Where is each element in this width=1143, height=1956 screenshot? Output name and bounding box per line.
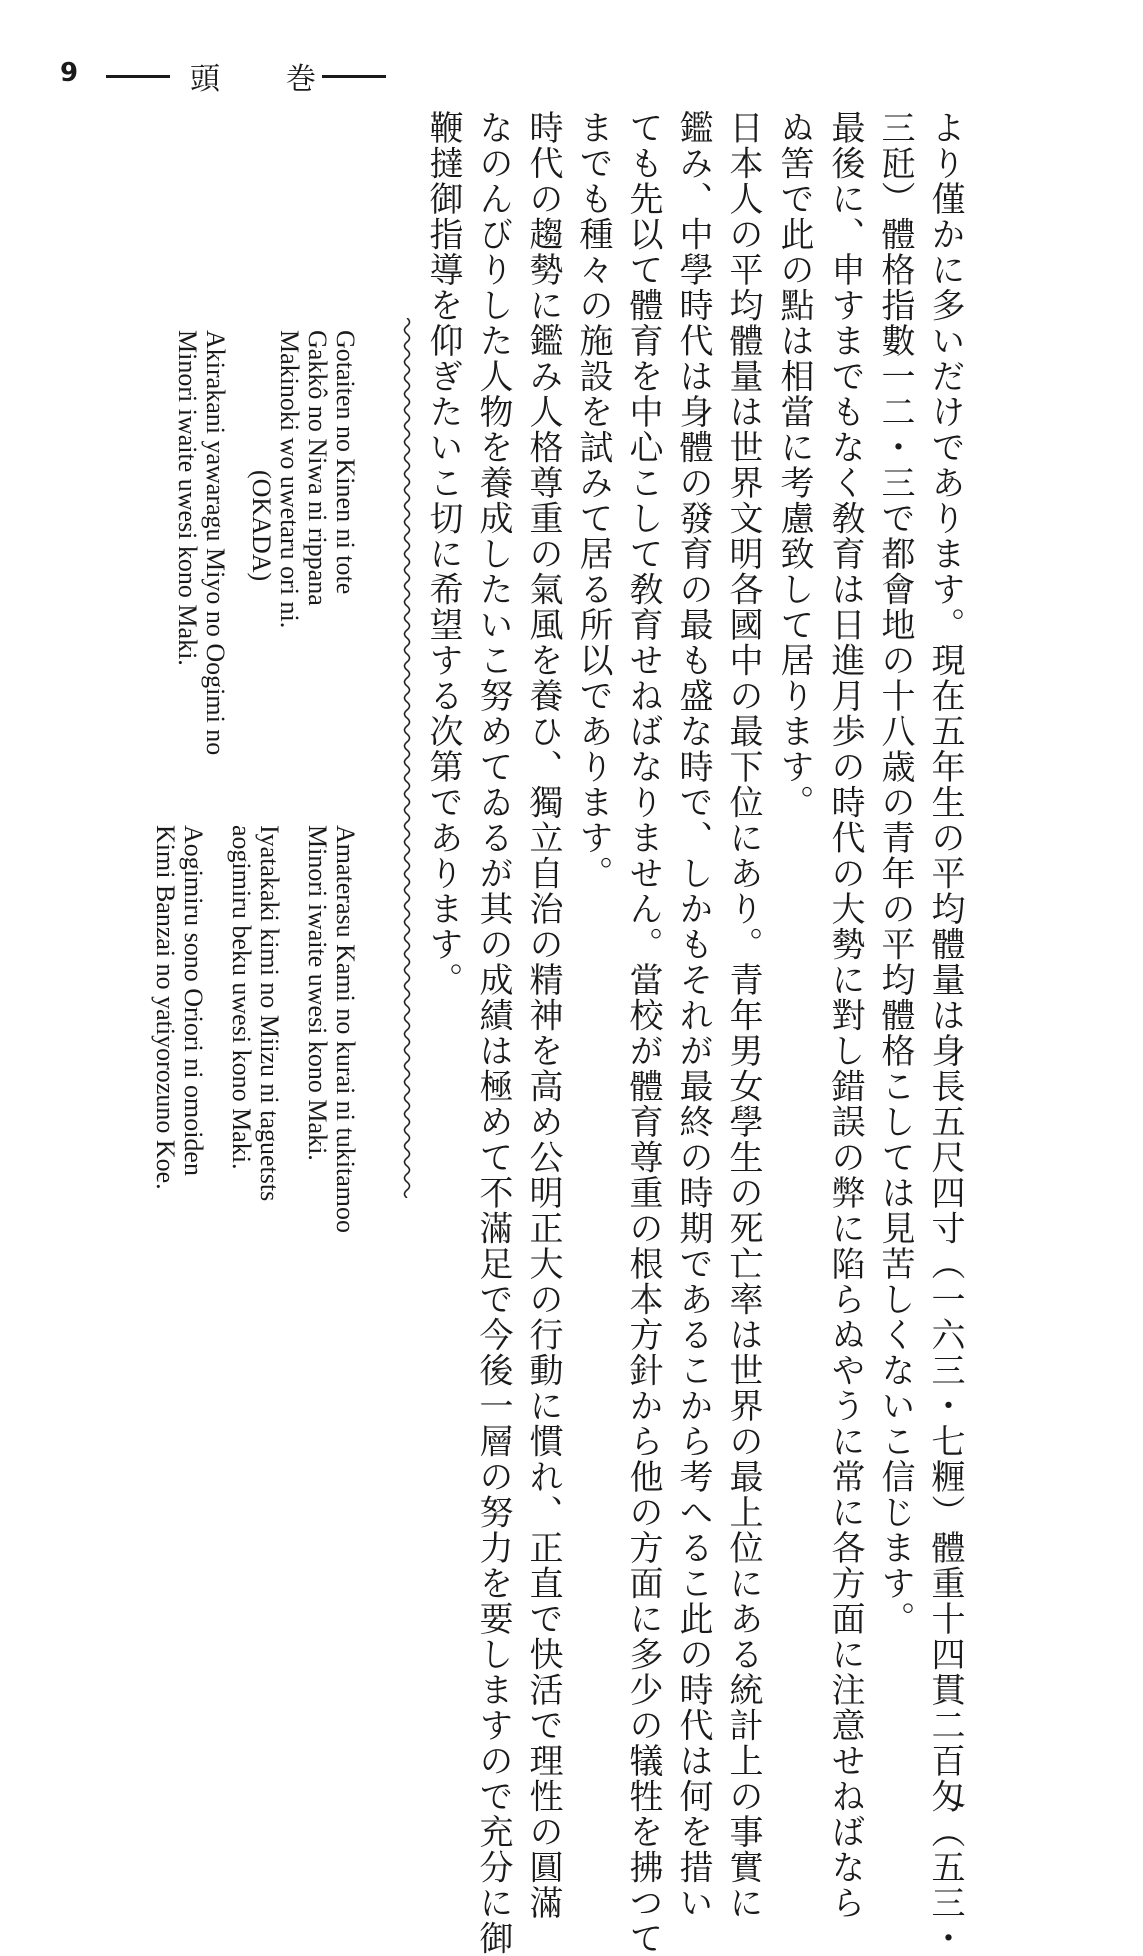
prose-column-6: 鑑み、中學時代は身體の發育の最も盛な時で、しかもそれが最終の時期であるこから考へるこ此の時代は何を措い [673,110,713,1921]
poem-left-line-2: Gakkô no Niwa ni rippana [303,330,332,606]
page-number: 9 [60,58,79,88]
poem-right-line-3: Iyatakaki kimi no Miizu ni taguetsts [255,825,284,1202]
prose-column-8: までも種々の施設を試みて居る所以であります。 [573,110,613,891]
prose-column-1: より僅かに多いだけであります。現在五年生の平均體量は身長五尺四寸（一六三・七糎）體重十四貫二百匁（五三・ [925,110,965,1956]
poem-left-line-6: Minori iwaite uwesi kono Maki. [173,330,202,666]
poem-right-line-6: Kimi Banzai no yatiyorozuno Koe. [151,825,180,1190]
prose-column-4: ぬ筈で此の點は相當に考慮致して居ります。 [774,110,814,820]
prose-column-9: 時代の趨勢に鑑み人格尊重の氣風を養ひ、獨立自治の精神を高め公明正大の行動に慣れ、正直で快活で理性の圓滿 [523,110,563,1921]
prose-column-11: 鞭撻御指導を仰ぎたいこ切に希望する次第であります。 [423,110,463,998]
poem-right-line-2: Minori iwaite uwesi kono Maki. [303,825,332,1161]
wavy-divider [400,318,414,1198]
poem-left-line-5: Akirakani yawaragu Miyo no Oogimi no [201,330,230,756]
header-title-char-1: 頭 [190,62,220,97]
prose-column-5: 日本人の平均體量は世界文明各國中の最下位にあり。青年男女學生の死亡率は世界の最上位にある統計上の事實に [723,110,763,1921]
poem-right-line-5: Aogimiru sono Oriori ni omoiden [179,825,208,1176]
poem-left-line-3: Makinoki wo uwetaru ori ni. [275,330,304,629]
prose-column-7: ても先以て體育を中心こして敎育せねばなりません。當校が體育尊重の根本方針から他の方面に多少の犠牲を拂つて [623,110,663,1956]
poem-left-author: (OKADA) [247,470,276,582]
poem-right-line-1: Amaterasu Kami no kurai ni tukitamoo [331,825,360,1233]
prose-column-2: 三瓩）體格指數一二・三で都會地の十八歳の青年の平均體格こしては見苦しくないこ信じます。 [875,110,915,1637]
poem-right-line-4: aogimiru beku uwesi kono Maki. [227,825,256,1170]
page-header [60,58,400,98]
header-rule-right [322,75,386,78]
prose-column-10: なのんびりした人物を養成したいこ努めてゐるが其の成績は極めて不滿足で今後一層の努力を要しますので充分に御 [473,110,513,1956]
header-title-char-2: 巻 [286,62,316,97]
prose-column-3: 最後に、申すまでもなく敎育は日進月歩の時代の大勢に對し錯誤の弊に陷らぬやうに常に各方面に注意せねばなら [825,110,865,1921]
header-rule-left [106,75,170,78]
poem-left-line-1: Gotaiten no Kinen ni tote [331,330,360,595]
